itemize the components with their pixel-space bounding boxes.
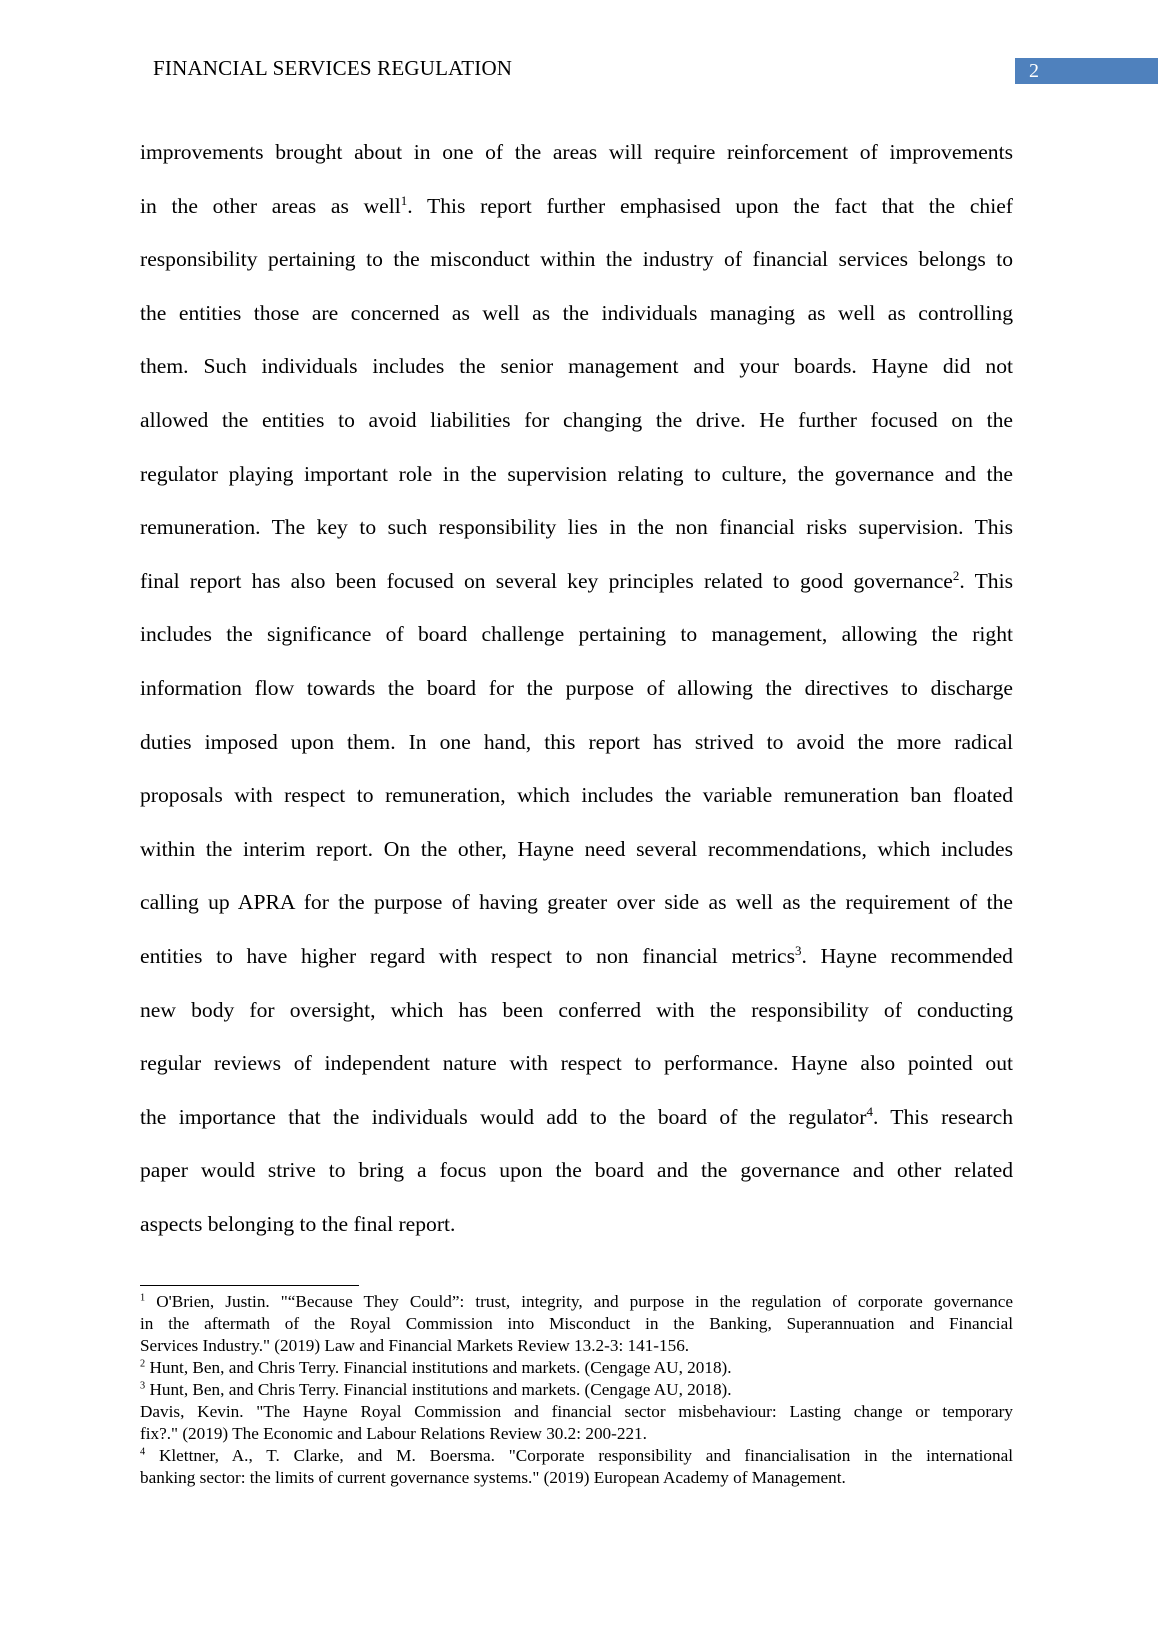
body-line-12: duties imposed upon them. In one hand, this report has strived to avoid the more radical (140, 729, 1013, 754)
footnote-3-text: Hunt, Ben, and Chris Terry. Financial institutions and markets. (Cengage AU, 2018). (145, 1380, 732, 1399)
page-number: 2 (1015, 58, 1158, 84)
body-line-2-text-b: . This report further emphasised upon the fact that the chief (407, 193, 1013, 218)
body-line-3: responsibility pertaining to the misconduct within the industry of financial services belongs to (140, 247, 1013, 272)
body-line-6: allowed the entities to avoid liabilities for changing the drive. He further focused on the (140, 407, 1013, 432)
body-line-16-text-a: entities to have higher regard with respect to non financial metrics (140, 943, 796, 968)
body-line-8: remuneration. The key to such responsibility lies in the non financial risks supervision. This (140, 515, 1013, 540)
body-line-19-text-a: the importance that the individuals would add to the board of the regulator (140, 1104, 867, 1129)
body-line-11: information flow towards the board for the purpose of allowing the directives to discharge (140, 675, 1013, 700)
footnote-mark-4: 4 (140, 1446, 146, 1458)
body-line-2-text-a: in the other areas as well (140, 193, 401, 218)
body-line-9-text-a: final report has also been focused on several key principles related to good governance (140, 568, 953, 593)
footnote-4-line-1 (140, 1445, 1013, 1467)
footnote-mark-1: 1 (140, 1292, 146, 1304)
body-line-15: calling up APRA for the purpose of having greater over side as well as the requirement of the (140, 890, 1013, 915)
body-line-16 (140, 930, 1013, 984)
footnotes (140, 1291, 1013, 1489)
body-line-19 (140, 1091, 1013, 1145)
body-line-5: them. Such individuals includes the senior management and your boards. Hayne did not (140, 354, 1013, 379)
body-line-10: includes the significance of board challenge pertaining to management, allowing the right (140, 622, 1013, 647)
body-line-14: within the interim report. On the other, Hayne need several recommendations, which includes (140, 836, 1013, 861)
body-text (140, 126, 1013, 1251)
footnote-4-text-1: Klettner, A., T. Clarke, and M. Boersma. "Corporate responsibility and financialisation in the international (145, 1446, 1013, 1465)
body-line-16-text-b: . Hayne recommended (801, 943, 1013, 968)
footnote-3-line-3: fix?." (2019) The Economic and Labour Relations Review 30.2: 200-221. (140, 1424, 647, 1443)
footnote-mark-2: 2 (140, 1358, 146, 1370)
body-line-20: paper would strive to bring a focus upon the board and the governance and other related (140, 1158, 1013, 1183)
footnote-ref-3[interactable]: 3 (795, 942, 802, 958)
footnote-2-text: Hunt, Ben, and Chris Terry. Financial institutions and markets. (Cengage AU, 2018). (145, 1358, 732, 1377)
body-line-13: proposals with respect to remuneration, which includes the variable remuneration ban floated (140, 783, 1013, 808)
footnote-separator (140, 1285, 359, 1286)
body-line-1: improvements brought about in one of the areas will require reinforcement of improvements (140, 140, 1013, 164)
body-line-7: regulator playing important role in the supervision relating to culture, the governance and the (140, 461, 1013, 486)
body-line-2 (140, 180, 1013, 234)
footnote-3-line-2: Davis, Kevin. "The Hayne Royal Commission and financial sector misbehaviour: Lasting change or temporary (140, 1402, 1013, 1421)
body-line-9-text-b: . This (959, 568, 1014, 593)
footnote-1-line-3: Services Industry." (2019) Law and Financial Markets Review 13.2-3: 141-156. (140, 1336, 690, 1355)
footnote-mark-3: 3 (140, 1380, 146, 1392)
body-line-18: regular reviews of independent nature with respect to performance. Hayne also pointed out (140, 1051, 1013, 1076)
body-line-21: aspects belonging to the final report. (140, 1211, 456, 1236)
body-line-17: new body for oversight, which has been conferred with the responsibility of conducting (140, 997, 1013, 1022)
footnote-1-line-1 (140, 1291, 1013, 1313)
footnote-1-line-2: in the aftermath of the Royal Commission into Misconduct in the Banking, Superannuation and Financial (140, 1314, 1013, 1333)
body-line-4: the entities those are concerned as well as the individuals managing as well as controlling (140, 300, 1013, 325)
footnote-ref-4[interactable]: 4 (866, 1103, 873, 1119)
footnote-ref-2[interactable]: 2 (952, 567, 960, 583)
body-line-19-text-b: . This research (872, 1104, 1013, 1129)
footnote-4-line-2: banking sector: the limits of current governance systems." (2019) European Academy of Management. (140, 1468, 846, 1487)
running-head: FINANCIAL SERVICES REGULATION (153, 56, 513, 80)
footnote-1-text-1: O'Brien, Justin. "“Because They Could”: trust, integrity, and purpose in the regulation of corporate governance (145, 1292, 1013, 1311)
body-line-9 (140, 555, 1013, 609)
footnote-ref-1[interactable]: 1 (400, 192, 408, 208)
footnote-3-line-1 (140, 1379, 1013, 1401)
footnote-2-line-1 (140, 1357, 1013, 1379)
